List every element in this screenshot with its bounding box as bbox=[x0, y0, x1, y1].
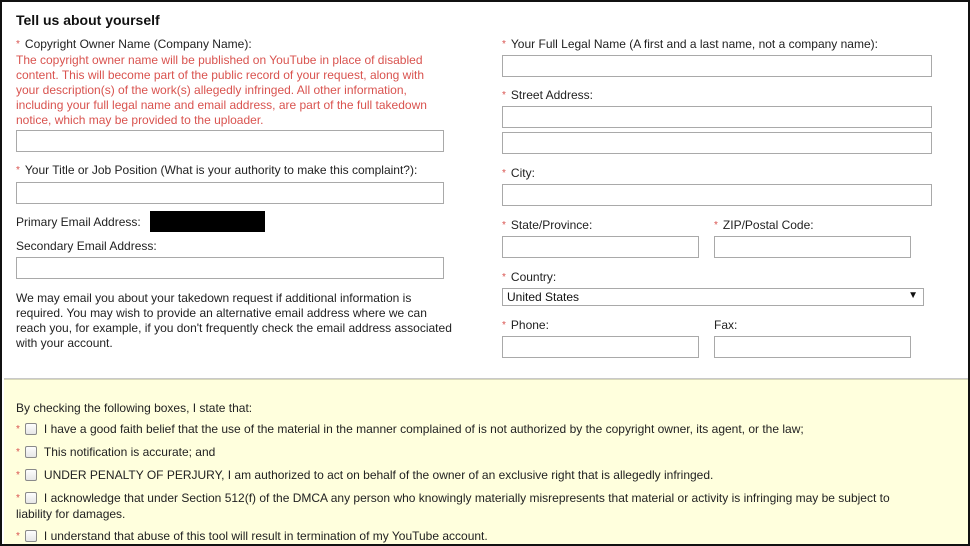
statements-intro: By checking the following boxes, I state that: bbox=[16, 401, 253, 415]
fax-label: Fax: bbox=[714, 318, 738, 332]
street-address-line1-input[interactable] bbox=[502, 106, 932, 128]
full-name-label: * Your Full Legal Name (A first and a last name, not a company name): bbox=[502, 37, 878, 51]
zip-label: * ZIP/Postal Code: bbox=[714, 218, 814, 232]
fax-input[interactable] bbox=[714, 336, 911, 358]
abuse-understand-checkbox[interactable] bbox=[25, 530, 37, 542]
full-name-input[interactable] bbox=[502, 55, 932, 77]
personal-info-section bbox=[4, 4, 968, 378]
secondary-email-input[interactable] bbox=[16, 257, 444, 279]
copyright-owner-input[interactable] bbox=[16, 130, 444, 152]
job-title-label: * Your Title or Job Position (What is your authority to make this complaint?): bbox=[16, 163, 418, 177]
statement-row-perjury: * UNDER PENALTY OF PERJURY, I am authorized to act on behalf of the owner of an exclusive right that is allegedly infringed. bbox=[16, 468, 714, 482]
statement-row-accurate: * This notification is accurate; and bbox=[16, 445, 216, 459]
city-input[interactable] bbox=[502, 184, 932, 206]
statement-row-dmca: * I acknowledge that under Section 512(f) of the DMCA any person who knowingly materially misrepresents that material or activity is infringing may be subject to bbox=[16, 491, 890, 505]
state-input[interactable] bbox=[502, 236, 699, 258]
redacted-email-box bbox=[150, 211, 265, 232]
copyright-owner-label: * Copyright Owner Name (Company Name): bbox=[16, 37, 252, 51]
dropdown-arrow-icon: ▼ bbox=[908, 290, 918, 301]
city-label: * City: bbox=[502, 166, 535, 180]
street-address-label: * Street Address: bbox=[502, 88, 593, 102]
country-select[interactable] bbox=[502, 288, 924, 306]
statement-row-abuse: * I understand that abuse of this tool will result in termination of my YouTube account. bbox=[16, 529, 488, 543]
copyright-owner-warning: The copyright owner name will be published on YouTube in place of disabled content. This will become part of the public record of your request, along with your description(s) of the work(s) allegedly infringed. All other information, including your full legal name and email address, are part of the full takedown notice, which may be provided to the uploader. bbox=[16, 53, 427, 127]
good-faith-checkbox[interactable] bbox=[25, 423, 37, 435]
zip-input[interactable] bbox=[714, 236, 911, 258]
accurate-checkbox[interactable] bbox=[25, 446, 37, 458]
statement-row-good-faith: * I have a good faith belief that the use of the material in the manner complained of is not authorized by the copyright owner, its agent, or the law; bbox=[16, 422, 804, 436]
primary-email-label: Primary Email Address: bbox=[16, 215, 141, 229]
phone-input[interactable] bbox=[502, 336, 699, 358]
required-marker: * bbox=[16, 39, 20, 50]
statements-section bbox=[4, 379, 968, 546]
email-note: We may email you about your takedown request if additional information is required. You may wish to provide an alternative email address where we can reach you, for example, if you don't frequently check the email address associated with your account. bbox=[16, 291, 452, 350]
job-title-input[interactable] bbox=[16, 182, 444, 204]
statement-dmca-continuation: liability for damages. bbox=[16, 507, 126, 521]
country-selected-value: United States bbox=[507, 290, 580, 304]
secondary-email-label: Secondary Email Address: bbox=[16, 239, 157, 253]
perjury-checkbox[interactable] bbox=[25, 469, 37, 481]
phone-label: * Phone: bbox=[502, 318, 549, 332]
section-title: Tell us about yourself bbox=[16, 12, 160, 28]
state-label: * State/Province: bbox=[502, 218, 593, 232]
country-label: * Country: bbox=[502, 270, 557, 284]
street-address-line2-input[interactable] bbox=[502, 132, 932, 154]
dmca-acknowledge-checkbox[interactable] bbox=[25, 492, 37, 504]
